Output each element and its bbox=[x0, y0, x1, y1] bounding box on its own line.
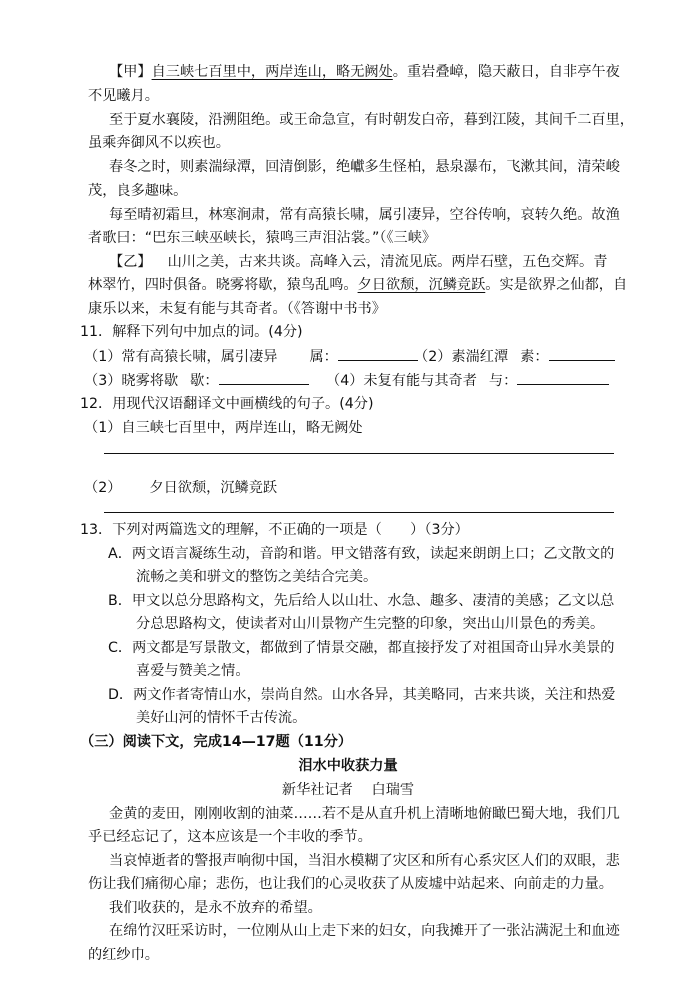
q11-item-4 bbox=[326, 370, 609, 391]
text: 歇： bbox=[190, 373, 219, 389]
q12-item-2 bbox=[84, 478, 277, 498]
text-line: 乎已经忘记了，这本应该是一个丰收的季节。 bbox=[88, 829, 372, 845]
text-line: 我们收获的，是永不放弃的希望。 bbox=[109, 900, 322, 916]
text: 夕日欲颓，沉鳞竞跃 bbox=[149, 480, 278, 496]
text: 山川之美，古来共谈。高峰入云，清流见底。两岸石壁，五色交辉。青 bbox=[167, 254, 608, 270]
text-line: 金黄的麦田，刚刚收割的油菜……若不是从直升机上清晰地俯瞰巴蜀大地，我们几 bbox=[109, 806, 620, 822]
answer-blank[interactable] bbox=[219, 370, 309, 385]
option-b-cont: 分总思路构文，使读者对山川景物产生完整的印象，突出山川景色的秀美。 bbox=[136, 616, 605, 632]
underlined-sentence-2: 夕日欲颓，沉鳞竞跃 bbox=[357, 277, 486, 293]
text-line: 的红纱巾。 bbox=[88, 947, 159, 963]
q11-item-2 bbox=[414, 346, 615, 367]
option-c-cont: 喜爱与赞美之情。 bbox=[136, 663, 250, 679]
answer-blank[interactable] bbox=[517, 370, 609, 385]
text-line: 虽乘奔御风不以疾也。 bbox=[88, 135, 230, 151]
text: 素： bbox=[520, 349, 549, 365]
option-d[interactable]: D．两文作者寄情山水，崇尚自然。山水各异，其美略同，古来共谈，关注和热爱 bbox=[108, 687, 616, 703]
q11-item-1 bbox=[84, 346, 418, 367]
text-line: 在绵竹汉旺采访时，一位刚从山上走下来的妇女，向我摊开了一张沾满泥土和血迹 bbox=[109, 923, 620, 939]
text-line: 每至晴初霜旦，林寒涧肃，常有高猿长啸，属引凄异，空谷传响，哀转久绝。故渔 bbox=[109, 207, 620, 223]
text: 林翠竹，四时俱备。晓雾将歇，猿鸟乱鸣。 bbox=[88, 277, 358, 293]
question-12-title: 12．用现代汉语翻译文中画横线的句子。(4分) bbox=[80, 396, 374, 412]
option-a-cont: 流畅之美和骈文的整饬之美结合完美。 bbox=[136, 569, 378, 585]
text: （2） bbox=[84, 480, 122, 496]
q11-item-3 bbox=[84, 370, 309, 391]
option-c[interactable]: C．两文都是写景散文，都做到了情景交融，都直接抒发了对祖国奇山异水美景的 bbox=[108, 640, 615, 656]
section-heading: （三）阅读下文，完成14—17题（11分） bbox=[80, 734, 353, 750]
text-line: 者歌曰：“巴东三峡巫峡长，猿鸣三声泪沾裳。”（《三峡》 bbox=[88, 230, 437, 246]
passage-yi-line-2 bbox=[88, 275, 627, 295]
passage-yi-line-1 bbox=[109, 252, 607, 272]
answer-blank[interactable] bbox=[549, 346, 615, 361]
option-d-cont: 美好山河的情怀千古传流。 bbox=[136, 710, 307, 726]
article-title: 泪水中收获力量 bbox=[298, 758, 398, 774]
text-line: 伤让我们痛彻心扉；悲伤，也让我们的心灵收获了从废墟中站起来、向前走的力量。 bbox=[88, 876, 613, 892]
option-a[interactable]: A．两文语言凝练生动，音韵和谐。甲文错落有致，读起来朗朗上口；乙文散文的 bbox=[108, 546, 615, 562]
question-11-title: 11．解释下列句中加点的词。(4分) bbox=[80, 324, 303, 340]
text-line: 当哀悼逝者的警报声响彻中国，当泪水模糊了灾区和所有心系灾区人们的双眼，悲 bbox=[109, 853, 620, 869]
text: （4）未复有能与其奇者 bbox=[326, 373, 477, 389]
question-13-title: 13．下列对两篇选文的理解，不正确的一项是（ ）（3分） bbox=[80, 522, 469, 538]
text-line: 不见曦月。 bbox=[88, 88, 159, 104]
text: （2）素湍红潭 bbox=[414, 349, 509, 365]
text-line: 茂，良多趣味。 bbox=[88, 183, 188, 199]
tag-jia: 【甲】 bbox=[109, 64, 152, 80]
option-b[interactable]: B．甲文以总分思路构文，先后给人以山壮、水急、趣多、凄清的美感；乙文以总 bbox=[108, 593, 615, 609]
text-line: 康乐以来，未复有能与其奇者。（《答谢中书书》 bbox=[88, 301, 386, 317]
text: 与： bbox=[488, 373, 518, 389]
text: 。实是欲界之仙都，自 bbox=[485, 277, 628, 293]
text: （1）常有高猿长啸，属引凄异 bbox=[84, 349, 278, 365]
article-byline: 新华社记者 白瑞雪 bbox=[281, 782, 415, 798]
underlined-sentence-1: 自三峡七百里中，两岸连山，略无阙处 bbox=[151, 64, 393, 80]
text: 。重岩叠嶂，隐天蔽日，自非亭午夜 bbox=[392, 64, 620, 80]
text: 属： bbox=[309, 349, 338, 365]
text-line: 至于夏水襄陵，沿溯阻绝。或王命急宣，有时朝发白帝，暮到江陵，其间千二百里， bbox=[109, 112, 634, 128]
text: （3）晓雾将歇 bbox=[84, 373, 179, 389]
tag-yi: 【乙】 bbox=[109, 254, 152, 270]
answer-line[interactable] bbox=[104, 512, 614, 513]
text-line: 春冬之时，则素湍绿潭，回清倒影，绝巘多生怪柏，悬泉瀑布，飞漱其间，清荣峻 bbox=[109, 159, 620, 175]
answer-blank[interactable] bbox=[338, 346, 418, 361]
q12-item-1: （1）自三峡七百里中，两岸连山，略无阙处 bbox=[84, 420, 363, 436]
answer-line[interactable] bbox=[104, 453, 614, 454]
passage-jia-line-1 bbox=[109, 62, 620, 82]
